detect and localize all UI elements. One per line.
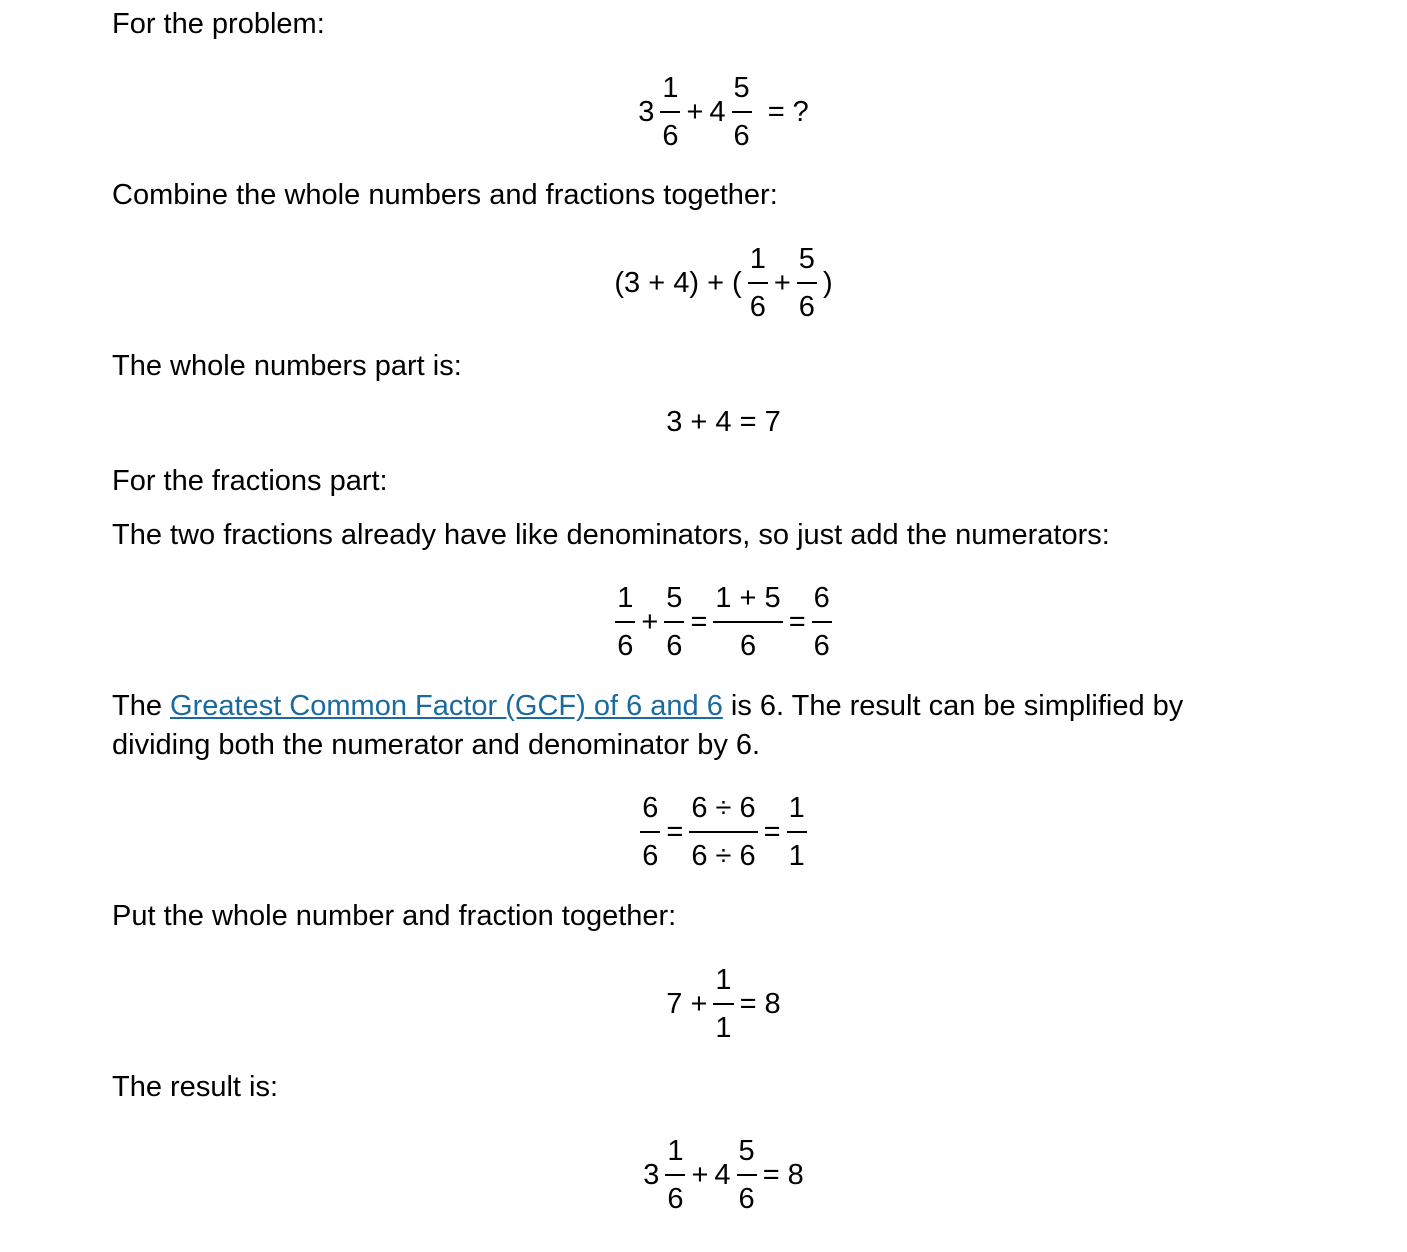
result-equation: 3 $\frac{1}{6}$ + 4 $\frac{5}{6}$ = 8 <box>112 1133 1335 1217</box>
fraction: $\frac{5}{6}$ <box>733 72 750 152</box>
fraction: $\frac{1}{6}$ <box>662 72 679 152</box>
fraction: $\frac{5}{6}$ <box>798 243 815 323</box>
gcf-link[interactable]: Greatest Common Factor (GCF) of 6 and 6 <box>170 690 723 722</box>
whole-numbers-equation: 3 + 4 = 7 <box>666 406 781 438</box>
like-denominators-text: The two fractions already have like denominators, so just add the numerators: <box>112 519 1110 551</box>
combine-intro: Combine the whole numbers and fractions together: <box>112 179 778 211</box>
mixed-number-1: 3 $\frac{1}{6}$ <box>638 72 679 152</box>
fraction: $\frac{1}{1}$ <box>715 964 732 1044</box>
fraction: $\frac{6}{6}$ <box>813 582 830 662</box>
combine-result-intro: Put the whole number and fraction together: <box>112 900 677 932</box>
problem-equation: 3 $\frac{1}{6}$ + 4 $\frac{5}{6}$ = ? <box>112 70 1335 154</box>
gcf-paragraph: The Greatest Common Factor (GCF) of 6 and 6 is 6. The result can be simplified by dividing both the numerator and denominator by 6. <box>112 690 1184 761</box>
problem-intro: For the problem: <box>112 8 325 40</box>
combine-equation: (3 + 4) + ( $\frac{1}{6}$ + $\frac{5}{6}$ ) <box>614 243 833 323</box>
fraction: $\frac{5}{6}$ <box>738 1135 755 1215</box>
mixed-number-2: 4 $\frac{5}{6}$ <box>709 72 750 152</box>
fractions-intro: For the fractions part: <box>112 465 388 497</box>
result-intro: The result is: <box>112 1071 278 1103</box>
fraction: $\frac{1}{6}$ <box>617 582 634 662</box>
fraction: $\frac{1}{6}$ <box>667 1135 684 1215</box>
fraction: $\frac{1 + 5}{6}$ <box>715 582 781 662</box>
simplify-equation: $\frac{6}{6}$ = $\frac{6 \div 6}{6 \div 6}$ = $\frac{1}{1}$ <box>642 792 805 872</box>
fraction: $\frac{6 \div 6}{6 \div 6}$ <box>691 792 756 872</box>
mixed-number-2: 4 $\frac{5}{6}$ <box>714 1135 755 1215</box>
whole-numbers-intro: The whole numbers part is: <box>112 350 462 382</box>
combine-result-equation: 7 + $\frac{1}{1}$ = 8 <box>666 964 781 1044</box>
fraction: $\frac{5}{6}$ <box>666 582 683 662</box>
fraction: $\frac{6}{6}$ <box>642 792 659 872</box>
mixed-number-1: 3 $\frac{1}{6}$ <box>643 1135 684 1215</box>
fraction: $\frac{1}{6}$ <box>749 243 766 323</box>
fraction-sum-equation: $\frac{1}{6}$ + $\frac{5}{6}$ = $\frac{1 + 5}{6}$ = $\frac{6}{6}$ <box>617 582 830 662</box>
fraction: $\frac{1}{1}$ <box>788 792 805 872</box>
